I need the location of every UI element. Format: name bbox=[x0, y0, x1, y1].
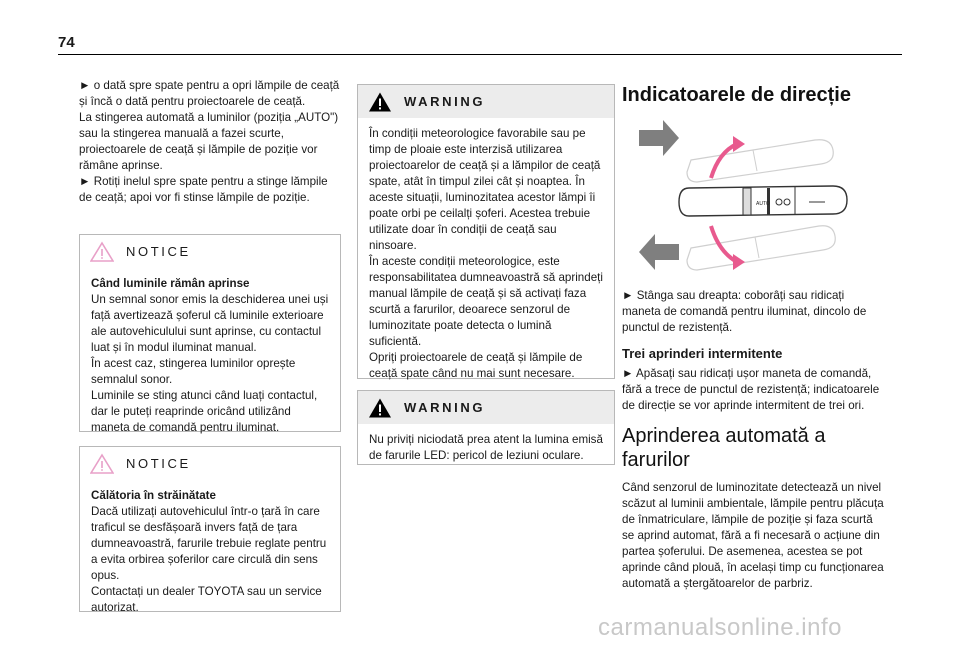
notice-subtitle: Călătoria în străinătate bbox=[91, 489, 216, 502]
paragraph: Opriți proiectoarele de ceață și lămpile de ceață spate când nu mai sunt necesare. bbox=[369, 351, 583, 380]
notice-box-lights bbox=[79, 234, 341, 432]
paragraph: Un semnal sonor emis la deschiderea unei uși față avertizează șoferul că luminile exterioare ale autovehiculului sunt aprinse, cu contactul luat și în modul iluminat manual. bbox=[91, 293, 329, 354]
warning-title: WARNING bbox=[404, 400, 486, 415]
notice-body bbox=[80, 480, 340, 624]
column-left bbox=[79, 78, 341, 206]
section-title-turn-signals: Indicatoarele de direcție bbox=[622, 84, 851, 106]
paragraph: În aceste condiții meteorologice, este responsabilitatea dumneavoastră să aprindeți manual lămpile de ceață și să activați faza scurtă a farurilor, deoarece senzorul de luminozitate poate detecta o lumină suficientă. bbox=[369, 255, 603, 348]
warning-body bbox=[358, 118, 614, 390]
warning-box-fog bbox=[357, 84, 615, 379]
page-number: 74 bbox=[58, 34, 75, 51]
paragraph: Nu priviți niciodată prea atent la lumina emisă de farurile LED: pericol de leziuni oculare. bbox=[369, 433, 603, 462]
notice-header bbox=[80, 235, 340, 268]
paragraph: Dacă utilizați autovehiculul într-o țară în care traficul se desfășoară invers față de țara dumneavoastră, farurile trebuie reglate pentru a evita orbirea șoferilor care circulă din sens opus. bbox=[91, 505, 327, 582]
notice-triangle-icon bbox=[90, 453, 114, 475]
paragraph: În condiții meteorologice favorabile sau pe timp de ploaie este interzisă utilizarea proiectoarelor de ceață și a lămpilor de ceață spate, atât în timpul zilei cât și noaptea. În aceste situații, luminozitatea acestor lămpi îi poate orbi pe ceilalți șoferi. Acestea trebuie utilizate doar în condiții de ceață sau ninsoare. bbox=[369, 127, 601, 252]
notice-title: NOTICE bbox=[126, 244, 191, 259]
warning-triangle-icon bbox=[368, 91, 392, 113]
paragraph: Luminile se sting atunci când luați contactul, dar le puteți reaprinde oricând utilizând maneta de comandă pentru iluminat. bbox=[91, 389, 318, 434]
turn-signal-stalk-illustration bbox=[633, 116, 879, 281]
paragraph: ► o dată spre spate pentru a opri lămpile de ceață și încă o dată pentru proiectoarele de ceață. bbox=[79, 79, 340, 108]
warning-triangle-icon bbox=[368, 397, 392, 419]
warning-header bbox=[358, 85, 614, 118]
warning-box-led bbox=[357, 390, 615, 465]
stalk-ghost-up bbox=[687, 140, 833, 182]
paragraph: ► Stânga sau dreapta: coborâți sau ridicați maneta de comandă pentru iluminat, dincolo de punctul de rezistență. bbox=[622, 289, 867, 334]
arrow-left-icon bbox=[639, 234, 679, 270]
warning-body bbox=[358, 424, 614, 472]
column-right bbox=[622, 288, 884, 592]
paragraph: ► Apăsați sau ridicați ușor maneta de comandă, fără a trece de punctul de rezistență; indicatoarele de direcție se vor aprinde intermitent de trei ori. bbox=[622, 367, 880, 412]
paragraph: În acest caz, stingerea luminilor oprește semnalul sonor. bbox=[91, 357, 296, 386]
stalk-ghost-down bbox=[687, 226, 835, 270]
arrow-right-icon bbox=[639, 120, 679, 156]
watermark: carmanualsonline.info bbox=[598, 614, 842, 641]
top-rule bbox=[58, 54, 902, 55]
paragraph: ► Rotiți inelul spre spate pentru a stinge lămpile de ceață; apoi vor fi stinse lămpile de poziție. bbox=[79, 175, 328, 204]
notice-subtitle: Când luminile rămân aprinse bbox=[91, 277, 250, 290]
notice-header bbox=[80, 447, 340, 480]
section-title-auto-lights: Aprinderea automată a farurilor bbox=[622, 425, 826, 471]
paragraph: Când senzorul de luminozitate detectează un nivel scăzut al luminii ambientale, lămpile pentru plăcuța de înmatriculare, lămpile de poziție și faza scurtă se aprind automat, fără a fi necesară o acțiune din partea șoferului. De asemenea, acestea se pot aprinde când plouă, în același timp cu funcționarea automată a ștergătoarelor de parbriz. bbox=[622, 481, 884, 590]
paragraph: La stingerea automată a luminilor (poziția „AUTO") sau la stingerea manuală a fazei scurte, proiectoarele de ceață și lămpile de poziție vor rămâne aprinse. bbox=[79, 111, 339, 172]
stalk-auto-label: AUTO bbox=[756, 201, 770, 207]
notice-triangle-icon bbox=[90, 241, 114, 263]
notice-title: NOTICE bbox=[126, 456, 191, 471]
warning-header bbox=[358, 391, 614, 424]
stalk-main bbox=[679, 186, 847, 216]
subheading-three-flashes: Trei aprinderi intermitente bbox=[622, 346, 783, 361]
warning-title: WARNING bbox=[404, 94, 486, 109]
paragraph: Contactați un dealer TOYOTA sau un service autorizat. bbox=[91, 585, 322, 614]
notice-box-travel bbox=[79, 446, 341, 612]
notice-body bbox=[80, 268, 340, 444]
